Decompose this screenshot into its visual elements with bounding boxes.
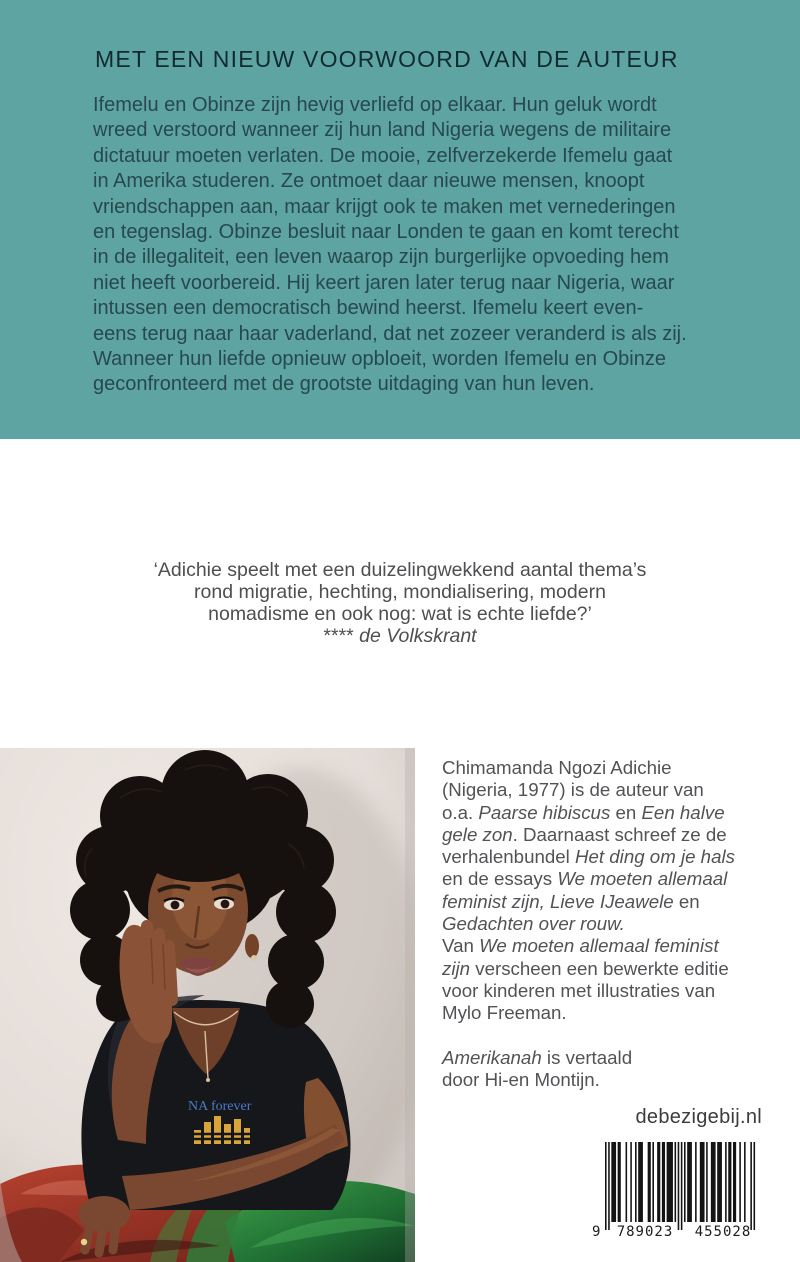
- text-line: Mylo Freeman.: [442, 1002, 567, 1024]
- text-line: eens terug naar haar vaderland, dat net zozeer veranderd is als zij.: [93, 322, 687, 345]
- text-line: Van We moeten allemaal feminist: [442, 935, 719, 957]
- text-line: nomadisme en ook nog: wat is echte liefde?’: [208, 603, 592, 625]
- text-line: in de illegaliteit, een leven waarop zijn burgerlijke opvoeding hem: [93, 246, 669, 269]
- barcode-graphic: [588, 1140, 772, 1238]
- text-line: wreed verstoord wanneer zij hun land Nigeria wegens de militaire: [93, 119, 672, 142]
- text-line: ‘Adichie speelt met een duizelingwekkend aantal thema’s: [153, 559, 647, 581]
- text-line: en tegenslag. Obinze besluit naar Londen te gaan en komt terecht: [93, 221, 679, 244]
- text-line: o.a. Paarse hibiscus en Een halve: [442, 801, 725, 823]
- text-line: Amerikanah is vertaald: [442, 1046, 633, 1068]
- text-line: dictatuur moeten verlaten. De mooie, zelfverzekerde Ifemelu gaat: [93, 144, 673, 167]
- synopsis-section: [0, 0, 800, 439]
- barcode-digits-left: 789023: [616, 1224, 674, 1238]
- text-line: zijn verscheen een bewerkte editie: [442, 957, 729, 979]
- text-line: Gedachten over rouw.: [442, 913, 625, 935]
- text-line: niet heeft voorbereid. Hij keert jaren later terug naar Nigeria, waar: [93, 271, 675, 294]
- author-photo: [0, 748, 415, 1262]
- text-line: door Hi-en Montijn.: [442, 1068, 600, 1090]
- bio-paragraph: [442, 757, 782, 1025]
- text-line: en de essays We moeten allemaal: [442, 868, 728, 890]
- earring: [251, 955, 257, 961]
- text-line: Ifemelu en Obinze zijn hevig verliefd op elkaar. Hun geluk wordt: [93, 94, 657, 116]
- new-foreword-heading: MET EEN NIEUW VOORWOORD VAN DE AUTEUR: [95, 46, 679, 72]
- press-quote-attribution: [0, 625, 800, 647]
- text-line: intussen een democratisch bewind heerst. Ifemelu keert even-: [93, 297, 644, 320]
- text-line: (Nigeria, 1977) is de auteur van: [442, 779, 704, 801]
- press-quote-section: [0, 559, 800, 647]
- text-line: Wanneer hun liefde opnieuw opbloeit, worden Ifemelu en Obinze: [93, 348, 666, 371]
- text-line: in Amerika studeren. Ze ontmoet daar nieuwe mensen, knoopt: [93, 170, 645, 193]
- author-photo-illustration: [0, 748, 415, 1262]
- ring: [81, 1239, 87, 1245]
- star-rating: ****: [323, 625, 354, 647]
- synopsis-text: [93, 93, 733, 398]
- isbn-barcode: [588, 1140, 772, 1238]
- publisher-website: debezigebij.nl: [635, 1106, 762, 1128]
- bio-paragraph: [442, 1047, 782, 1092]
- author-bio-section: [442, 757, 782, 1091]
- text-line: rond migratie, hechting, mondialisering, modern: [194, 581, 606, 603]
- press-source: de Volkskrant: [359, 625, 477, 647]
- text-line: verhalenbundel Het ding om je hals: [442, 846, 735, 868]
- text-line: gele zon. Daarnaast schreef ze de: [442, 823, 727, 845]
- press-quote-text: [0, 559, 800, 625]
- text-line: voor kinderen met illustraties van: [442, 979, 716, 1001]
- text-line: geconfronteerd met de grootste uitdaging van hun leven.: [93, 373, 595, 396]
- author-bio-text: [442, 757, 782, 1091]
- text-line: feminist zijn, Lieve IJeawele en: [442, 890, 700, 912]
- text-line: vriendschappen aan, maar krijgt ook te maken met vernederingen: [93, 195, 676, 218]
- barcode-digits-right: 455028: [694, 1224, 752, 1238]
- barcode-digit-first: 9: [592, 1224, 602, 1238]
- tshirt-text: NA forever: [188, 1099, 252, 1114]
- text-line: Chimamanda Ngozi Adichie: [442, 757, 672, 778]
